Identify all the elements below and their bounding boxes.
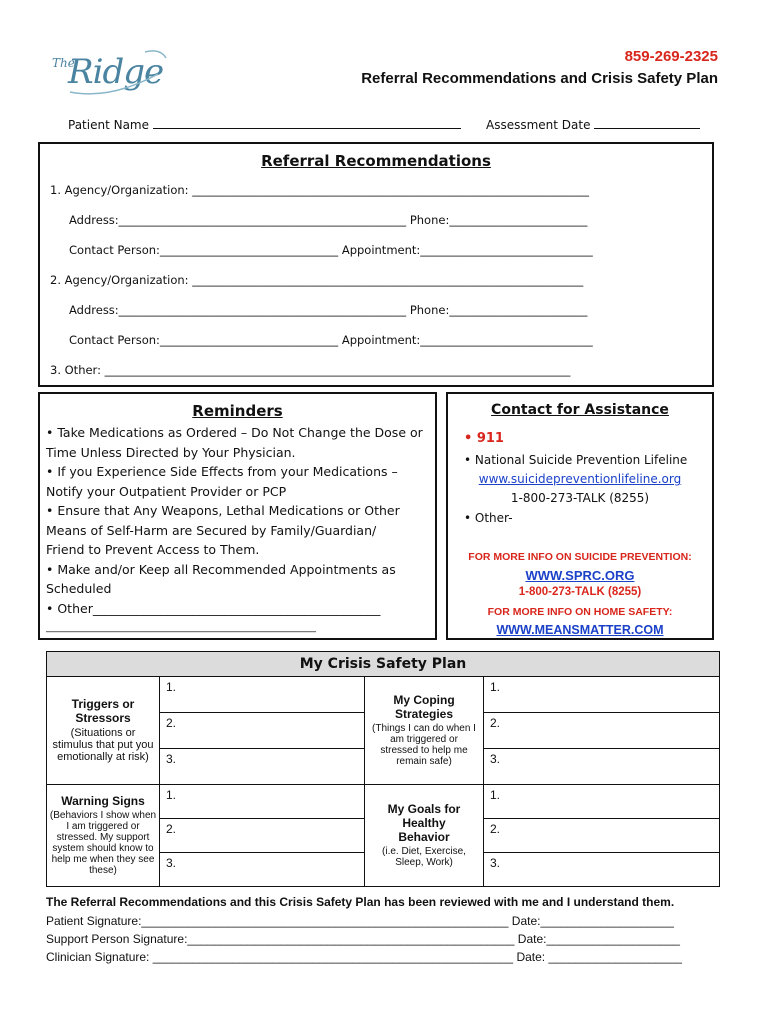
referral-row-3-other[interactable]: 3. Other: _________________________________________________________________________________: [50, 363, 571, 377]
coping-1-field[interactable]: 1.: [484, 677, 720, 713]
support-signature-line[interactable]: Support Person Signature:_________________________________________________ Date:____________________: [46, 932, 680, 946]
lifeline-link[interactable]: www.suicidepreventionlifeline.org: [478, 472, 682, 486]
patient-name-line[interactable]: [153, 116, 461, 129]
reminder-other-line-2[interactable]: ______________________________________________________: [46, 622, 316, 633]
trigger-1-field[interactable]: 1.: [160, 677, 365, 713]
triggers-label-cell: [47, 677, 160, 785]
triggers-title: Triggers or Stressors: [71, 696, 135, 725]
referral-section: [38, 142, 714, 387]
referral-row-2-contact[interactable]: Contact Person:_______________________________ Appointment:______________________________: [69, 333, 593, 347]
coping-label-cell: [365, 677, 484, 785]
reminder-line-5: • Ensure that Any Weapons, Lethal Medications or Other: [46, 503, 400, 518]
suicide-info-heading: FOR MORE INFO ON SUICIDE PREVENTION:: [468, 551, 692, 563]
contact-other: • Other-: [464, 511, 513, 525]
referral-row-2-address[interactable]: Address:__________________________________________________ Phone:________________________: [69, 303, 588, 317]
page-title: Referral Recommendations and Crisis Safety Plan: [361, 70, 718, 87]
triggers-desc: (Situations or stimulus that put you emotionally at risk): [52, 726, 154, 763]
goal-2-field[interactable]: 2.: [484, 819, 720, 853]
logo-swoosh-icon: [50, 44, 170, 104]
assessment-date-line[interactable]: [594, 116, 700, 129]
home-safety-heading: FOR MORE INFO ON HOME SAFETY:: [487, 606, 673, 618]
logo-the-text: The: [52, 56, 75, 70]
referral-title: Referral Recommendations: [261, 152, 491, 170]
header-phone: 859-269-2325: [624, 48, 718, 65]
reminder-line-9: Scheduled: [46, 581, 112, 596]
plan-title: My Crisis Safety Plan: [47, 652, 720, 677]
reminder-line-7: Friend to Prevent Access to Them.: [46, 542, 260, 557]
contact-lifeline: • National Suicide Prevention Lifeline: [464, 453, 688, 467]
patient-name-label: Patient Name: [68, 118, 149, 132]
reminders-list: [46, 423, 423, 638]
reminder-line-6: Means of Self-Harm are Secured by Family/Guardian/: [46, 522, 377, 538]
coping-desc: (Things I can do when I am triggered or stressed to help me remain safe): [372, 722, 476, 767]
trigger-3-field[interactable]: 3.: [160, 749, 365, 785]
patient-signature-line[interactable]: Patient Signature:_______________________________________________________ Date:____________________: [46, 914, 674, 928]
sprc-link[interactable]: WWW.SPRC.ORG: [525, 568, 635, 583]
warning-title: Warning Signs: [61, 793, 145, 808]
meansmatter-link[interactable]: WWW.MEANSMATTER.COM: [496, 623, 664, 637]
lifeline-phone: 1-800-273-TALK (8255): [510, 491, 650, 505]
reminder-other-line[interactable]: • Other______________________________________________: [46, 600, 381, 616]
warning-label-cell: [47, 785, 160, 887]
logo-ridge-text: Ridge: [68, 52, 164, 92]
goal-1-field[interactable]: 1.: [484, 785, 720, 819]
crisis-safety-plan-table: [46, 651, 720, 887]
goals-desc: (i.e. Diet, Exercise, Sleep, Work): [382, 845, 466, 868]
warning-desc: (Behaviors I show when I am triggered or stressed. My support system should know to help me when they see these): [49, 809, 157, 876]
ridge-logo: [50, 44, 170, 104]
review-statement: The Referral Recommendations and this Crisis Safety Plan has been reviewed with me and I understand them.: [46, 895, 675, 909]
trigger-2-field[interactable]: 2.: [160, 713, 365, 749]
patient-name-field[interactable]: [68, 116, 461, 132]
reminder-line-1: • Take Medications as Ordered – Do Not Change the Dose or: [46, 425, 423, 440]
reminders-title: Reminders: [192, 402, 283, 420]
referral-row-2-agency[interactable]: 2. Agency/Organization: ____________________________________________________________________: [50, 273, 584, 287]
referral-row-1-contact[interactable]: Contact Person:_______________________________ Appointment:______________________________: [69, 243, 593, 257]
clinician-signature-line[interactable]: Clinician Signature: ______________________________________________________ Date: ____________________: [46, 950, 682, 964]
reminder-line-2: Time Unless Directed by Your Physician.: [46, 444, 296, 460]
assessment-date-field[interactable]: [486, 116, 700, 132]
assessment-date-label: Assessment Date: [486, 118, 591, 132]
warning-2-field[interactable]: 2.: [160, 819, 365, 853]
contact-title: Contact for Assistance: [491, 402, 669, 418]
reminder-line-3: • If you Experience Side Effects from your Medications –: [46, 464, 398, 479]
goal-3-field[interactable]: 3.: [484, 853, 720, 887]
goals-title: My Goals for Healthy Behavior: [387, 801, 461, 844]
goals-label-cell: [365, 785, 484, 887]
warning-3-field[interactable]: 3.: [160, 853, 365, 887]
referral-row-1-agency[interactable]: 1. Agency/Organization: _____________________________________________________________________: [50, 183, 589, 197]
warning-1-field[interactable]: 1.: [160, 785, 365, 819]
reminders-section: [38, 392, 437, 640]
coping-2-field[interactable]: 2.: [484, 713, 720, 749]
coping-title: My Coping Strategies: [393, 692, 455, 721]
reminder-line-8: • Make and/or Keep all Recommended Appointments as: [46, 561, 396, 577]
contact-section: [446, 392, 714, 640]
referral-row-1-address[interactable]: Address:__________________________________________________ Phone:________________________: [69, 213, 588, 227]
reminder-line-4: Notify your Outpatient Provider or PCP: [46, 483, 287, 499]
coping-3-field[interactable]: 3.: [484, 749, 720, 785]
sprc-phone: 1-800-273-TALK (8255): [518, 586, 642, 598]
contact-911: • 911: [464, 431, 504, 446]
